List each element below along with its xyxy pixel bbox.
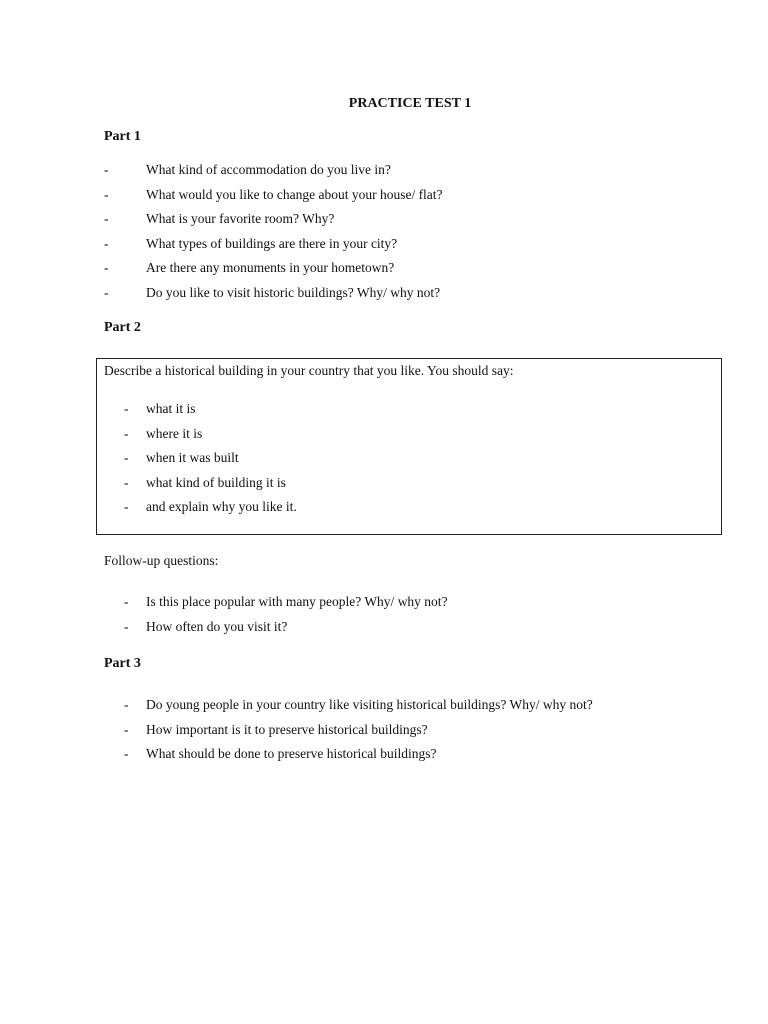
cue-point-text: what kind of building it is [146, 474, 286, 490]
list-item [104, 746, 724, 771]
dash-marker: - [124, 401, 129, 416]
question-text: Do you like to visit historic buildings? Why/ why not? [146, 284, 441, 300]
question-text: What kind of accommodation do you live in? [146, 162, 391, 177]
part2-heading: Part 2 [104, 320, 141, 335]
dash-marker: - [104, 260, 109, 275]
question-text: Is this place popular with many people? Why/ why not? [146, 594, 448, 609]
list-item [104, 236, 724, 261]
list-item [104, 162, 724, 187]
question-text: What is your favorite room? Why? [146, 211, 335, 226]
dash-marker: - [104, 162, 109, 177]
dash-marker: - [104, 235, 109, 251]
dash-marker: - [124, 450, 129, 465]
cue-card-box [96, 358, 722, 535]
question-text: How often do you visit it? [146, 618, 288, 634]
part3-question-list [104, 697, 724, 771]
part3-heading: Part 3 [104, 656, 141, 671]
list-item [104, 697, 724, 722]
list-item [104, 450, 724, 475]
followup-question-list [104, 594, 724, 643]
list-item [104, 499, 724, 524]
list-item [104, 187, 724, 212]
dash-marker: - [104, 211, 109, 226]
part1-question-list [104, 162, 724, 309]
question-text: What would you like to change about your house/ flat? [146, 186, 443, 202]
list-item [104, 211, 724, 236]
followup-label: Follow-up questions: [104, 553, 219, 568]
dash-marker: - [104, 186, 109, 202]
dash-marker: - [124, 425, 129, 441]
list-item [104, 285, 724, 310]
list-item [104, 475, 724, 500]
dash-marker: - [124, 594, 129, 609]
page-title: PRACTICE TEST 1 [348, 96, 472, 111]
question-text: What should be done to preserve historical buildings? [146, 746, 437, 761]
cue-point-text: where it is [146, 425, 203, 441]
question-text: Are there any monuments in your hometown? [146, 260, 395, 275]
list-item [104, 619, 724, 644]
dash-marker: - [124, 474, 129, 490]
list-item [104, 594, 724, 619]
dash-marker: - [124, 746, 129, 761]
list-item [104, 260, 724, 285]
part1-heading: Part 1 [104, 129, 141, 144]
question-text: Do young people in your country like visiting historical buildings? Why/ why not? [146, 697, 593, 712]
dash-marker: - [124, 721, 129, 737]
cue-card-point-list [104, 401, 724, 524]
cue-card-intro: Describe a historical building in your country that you like. You should say: [104, 363, 514, 378]
list-item [104, 722, 724, 747]
cue-point-text: and explain why you like it. [146, 499, 297, 514]
dash-marker: - [124, 618, 129, 634]
dash-marker: - [104, 284, 109, 300]
question-text: How important is it to preserve historical buildings? [146, 721, 428, 737]
dash-marker: - [124, 499, 129, 514]
list-item [104, 426, 724, 451]
list-item [104, 401, 724, 426]
dash-marker: - [124, 697, 129, 712]
cue-point-text: when it was built [146, 450, 239, 465]
cue-point-text: what it is [146, 401, 196, 416]
question-text: What types of buildings are there in your city? [146, 235, 398, 251]
